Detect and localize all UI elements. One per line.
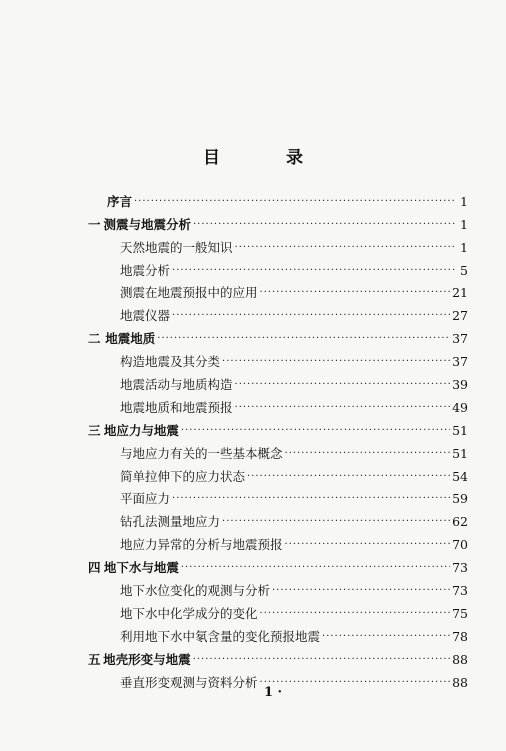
toc-section-entry [88, 461, 468, 484]
chapter-number: 五 [88, 651, 101, 667]
entry-title: 地震仪器 [120, 308, 171, 324]
dot-leader [285, 538, 451, 552]
entry-page-number: 1 [460, 216, 468, 232]
dot-leader [247, 470, 450, 484]
entry-title: 地下水位变化的观测与分析 [120, 583, 271, 599]
entry-title: 利用地下水中氡含量的变化预报地震 [120, 628, 321, 644]
entry-page-number: 88 [452, 651, 468, 667]
toc-section-entry [88, 232, 468, 255]
entry-title: 天然地震的一般知识 [120, 239, 233, 255]
entry-page-number: 1 [460, 239, 468, 255]
entry-title: 钻孔法测量地应力 [120, 514, 221, 530]
dot-leader [235, 401, 451, 415]
chapter-number: 四 [88, 560, 101, 576]
dot-leader [172, 492, 450, 506]
chapter-number: 三 [88, 422, 101, 438]
entry-title: 测震与地震分析 [103, 216, 191, 232]
toc-chapter-entry [88, 415, 468, 438]
entry-page-number: 1 [460, 193, 468, 209]
entry-page-number: 73 [452, 583, 468, 599]
dot-leader [181, 424, 450, 438]
entry-title: 构造地震及其分类 [120, 354, 221, 370]
entry-title: 垂直形变观测与资料分析 [120, 674, 258, 690]
entry-title: 与地应力有关的一些基本概念 [120, 445, 283, 461]
entry-title: 地壳形变与地震 [103, 651, 191, 667]
toc-section-entry [88, 255, 468, 278]
toc-section-entry [88, 621, 468, 644]
entry-page-number: 51 [452, 445, 468, 461]
entry-page-number: 51 [452, 422, 468, 438]
dot-leader [193, 218, 456, 232]
toc-chapter-entry [88, 209, 468, 232]
entry-title: 测震在地震预报中的应用 [120, 285, 258, 301]
entry-page-number: 70 [452, 537, 468, 553]
entry-page-number: 78 [452, 628, 468, 644]
entry-page-number: 37 [452, 354, 468, 370]
dot-leader [222, 515, 450, 529]
dot-leader [235, 378, 451, 392]
dot-leader [193, 653, 450, 667]
toc-section-entry [88, 278, 468, 301]
entry-title: 地应力与地震 [103, 422, 179, 438]
toc-section-entry [88, 392, 468, 415]
entry-page-number: 88 [452, 674, 468, 690]
dot-leader [322, 630, 450, 644]
toc-section-entry [88, 575, 468, 598]
dot-leader [285, 447, 451, 461]
toc-section-entry [88, 598, 468, 621]
chapter-number: 一 [88, 216, 101, 232]
toc-chapter-entry [88, 644, 468, 667]
entry-page-number: 54 [452, 468, 468, 484]
toc-chapter-entry [88, 323, 468, 346]
dot-leader [157, 332, 450, 346]
toc-section-entry [88, 506, 468, 529]
entry-title: 地下水与地震 [103, 560, 179, 576]
dot-leader [172, 309, 450, 323]
entry-title: 地震分析 [120, 262, 171, 278]
dot-leader [235, 241, 456, 255]
entry-page-number: 62 [452, 514, 468, 530]
toc-section-entry [88, 300, 468, 323]
chapter-number: 二 [88, 331, 101, 347]
entry-page-number: 37 [452, 331, 468, 347]
toc-section-entry [88, 529, 468, 552]
entry-page-number: 75 [452, 605, 468, 621]
dot-leader [222, 355, 450, 369]
dot-leader [181, 561, 450, 575]
dot-leader [134, 195, 456, 209]
page-number: 1 · [263, 685, 283, 700]
dot-leader [260, 607, 451, 621]
dot-leader [272, 584, 450, 598]
entry-page-number: 27 [452, 308, 468, 324]
dot-leader [172, 264, 456, 278]
page-title: 目 录 [203, 148, 333, 168]
entry-page-number: 59 [452, 491, 468, 507]
toc-section-entry [88, 346, 468, 369]
entry-title: 地下水中化学成分的变化 [120, 605, 258, 621]
entry-page-number: 49 [452, 399, 468, 415]
entry-title: 简单拉伸下的应力状态 [120, 468, 246, 484]
entry-title: 地震活动与地质构造 [120, 377, 233, 393]
entry-title: 地应力异常的分析与地震预报 [120, 537, 283, 553]
entry-page-number: 39 [452, 377, 468, 393]
table-of-contents [88, 186, 468, 690]
entry-title: 序言 [106, 193, 132, 209]
entry-title: 地震地质 [105, 331, 156, 347]
toc-section-entry [88, 438, 468, 461]
toc-chapter-entry [88, 186, 468, 209]
toc-section-entry [88, 369, 468, 392]
dot-leader [260, 286, 451, 300]
entry-title: 地震地质和地震预报 [120, 399, 233, 415]
entry-page-number: 73 [452, 560, 468, 576]
toc-chapter-entry [88, 552, 468, 575]
toc-section-entry [88, 484, 468, 507]
entry-page-number: 5 [460, 262, 468, 278]
entry-page-number: 21 [452, 285, 468, 301]
entry-title: 平面应力 [120, 491, 171, 507]
